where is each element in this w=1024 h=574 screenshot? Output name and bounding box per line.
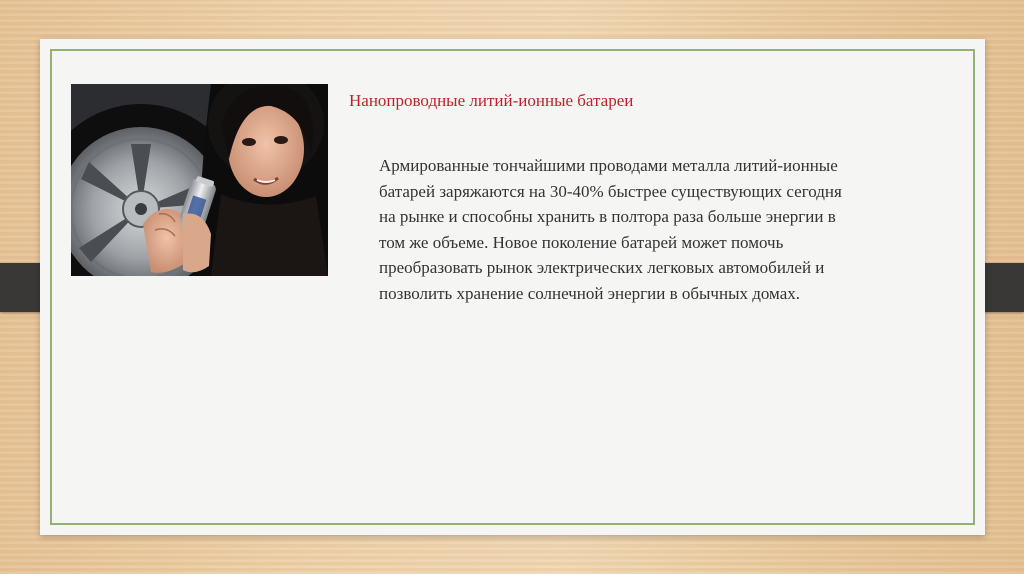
slide-photo — [71, 84, 328, 276]
slide-body-text: Армированные тончайшими проводами металла литий-ионные батарей заряжаются на 30-40% быстрее существующих сегодня на рынке и способны хранить в полтора раза больше энергии в том же объеме. Новое поколение батарей может помочь преобразовать рынок электрических легковых автомобилей и позволить хранение солнечной энергии в обычных домах. — [379, 156, 842, 303]
slide-title: Нанопроводные литий-ионные батареи — [349, 91, 634, 110]
